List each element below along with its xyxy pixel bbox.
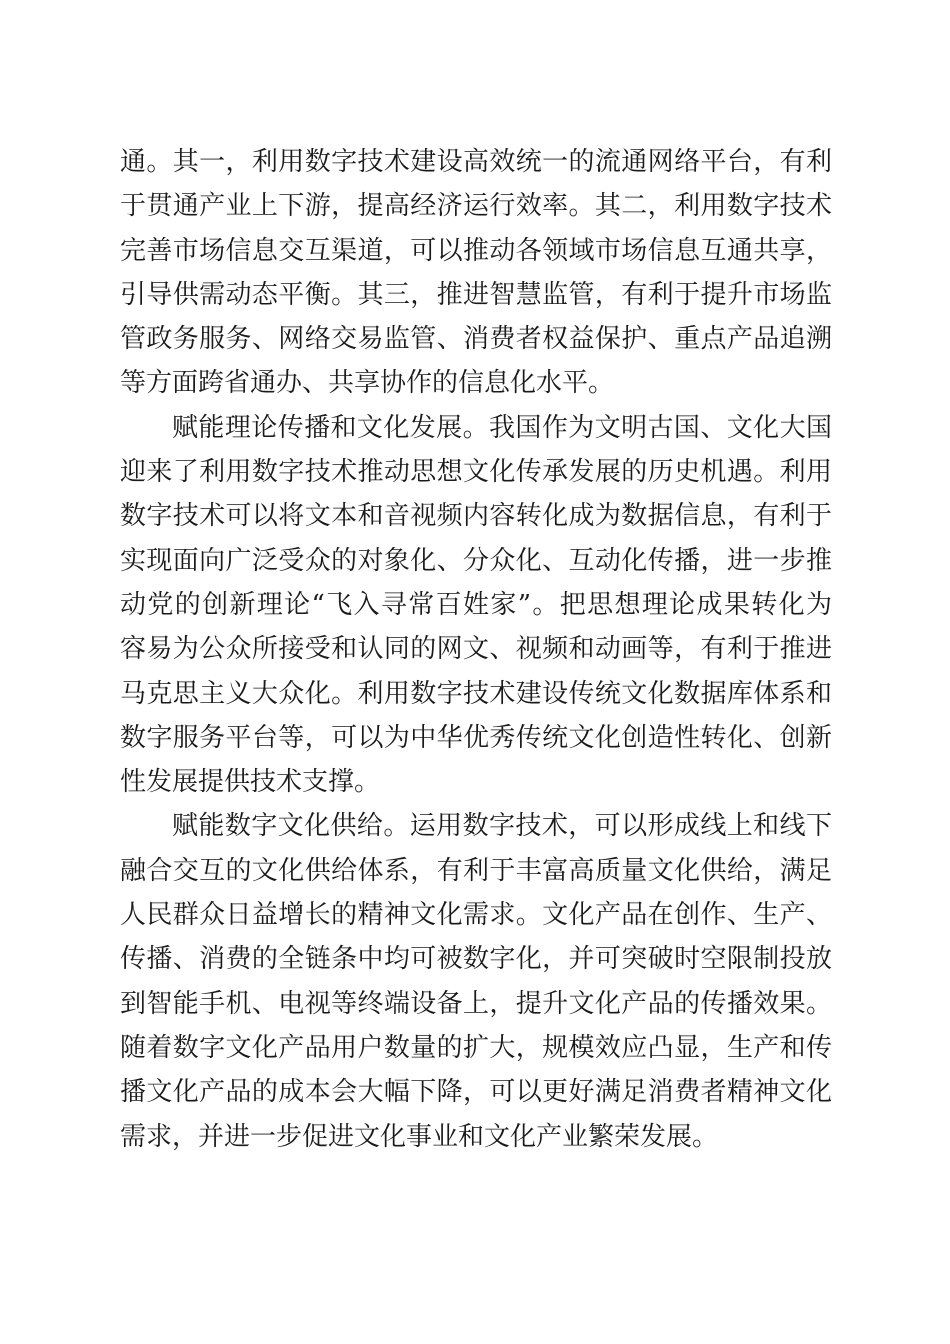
text-line: 完善市场信息交互渠道，可以推动各领域市场信息互通共享， [120, 235, 832, 266]
paragraph-theory-culture [120, 406, 832, 805]
text-line: 容易为公众所接受和认同的网文、视频和动画等，有利于推进 [120, 634, 832, 665]
text-line: 通。其一，利用数字技术建设高效统一的流通网络平台，有利 [120, 147, 832, 177]
text-line: 动党的创新理论“飞入寻常百姓家”。把思想理论成果转化为 [120, 589, 832, 620]
text-line: 赋能数字文化供给。运用数字技术，可以形成线上和线下 [172, 811, 832, 842]
text-line: 需求，并进一步促进文化事业和文化产业繁荣发展。 [120, 1121, 719, 1152]
text-line: 随着数字文化产品用户数量的扩大，规模效应凸显，生产和传 [120, 1032, 832, 1063]
text-line: 人民群众日益增长的精神文化需求。文化产品在创作、生产、 [120, 900, 832, 931]
document-body [120, 140, 832, 1159]
text-line: 传播、消费的全链条中均可被数字化，并可突破时空限制投放 [120, 944, 832, 975]
text-line: 到智能手机、电视等终端设备上，提升文化产品的传播效果。 [120, 988, 832, 1019]
text-line: 实现面向广泛受众的对象化、分众化、互动化传播，进一步推 [120, 545, 832, 576]
text-line: 播文化产品的成本会大幅下降，可以更好满足消费者精神文化 [120, 1077, 832, 1108]
paragraph-circulation [120, 140, 832, 406]
text-line: 性发展提供技术支撑。 [120, 767, 381, 798]
text-line: 于贯通产业上下游，提高经济运行效率。其二，利用数字技术 [120, 191, 832, 222]
text-line: 马克思主义大众化。利用数字技术建设传统文化数据库体系和 [120, 678, 832, 709]
text-line: 数字服务平台等，可以为中华优秀传统文化创造性转化、创新 [120, 722, 832, 753]
text-line: 赋能理论传播和文化发展。我国作为文明古国、文化大国 [172, 412, 832, 443]
text-line: 数字技术可以将文本和音视频内容转化成为数据信息，有利于 [120, 501, 832, 532]
paragraph-digital-culture-supply [120, 804, 832, 1158]
text-line: 迎来了利用数字技术推动思想文化传承发展的历史机遇。利用 [120, 457, 832, 488]
text-line: 融合交互的文化供给体系，有利于丰富高质量文化供给，满足 [120, 855, 832, 886]
text-line: 管政务服务、网络交易监管、消费者权益保护、重点产品追溯 [120, 324, 832, 355]
text-line: 等方面跨省通办、共享协作的信息化水平。 [120, 368, 615, 399]
text-line: 引导供需动态平衡。其三，推进智慧监管，有利于提升市场监 [120, 279, 832, 310]
